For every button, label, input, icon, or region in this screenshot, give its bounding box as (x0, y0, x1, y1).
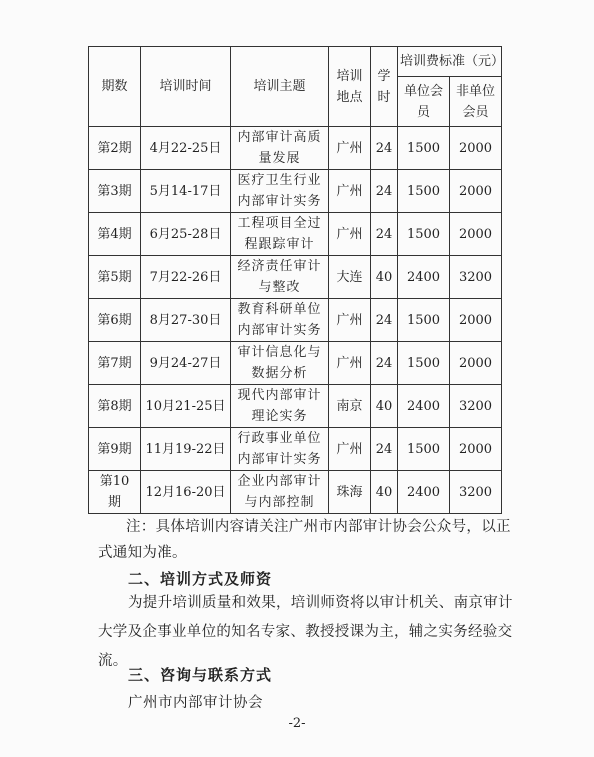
cell-period: 第8期 (89, 385, 141, 428)
table-note: 注：具体培训内容请关注广州市内部审计协会公众号，以正式通知为准。 (98, 519, 511, 561)
cell-fee-nonmember: 3200 (450, 256, 502, 299)
table-row (89, 342, 502, 385)
section-3-heading: 三、咨询与联系方式 (128, 666, 273, 684)
cell-fee-member: 1500 (398, 213, 450, 256)
cell-fee-member: 1500 (398, 299, 450, 342)
cell-period: 第2期 (89, 127, 141, 170)
cell-hours: 40 (371, 385, 398, 428)
cell-location: 广州 (329, 127, 371, 170)
cell-hours: 40 (371, 256, 398, 299)
header-topic: 培训主题 (231, 47, 329, 127)
cell-topic: 经济责任审计 与整改 (231, 256, 329, 299)
cell-location: 南京 (329, 385, 371, 428)
cell-period: 第5期 (89, 256, 141, 299)
cell-fee-nonmember: 2000 (450, 213, 502, 256)
cell-location: 大连 (329, 256, 371, 299)
cell-hours: 24 (371, 213, 398, 256)
cell-time: 9月24-27日 (141, 342, 231, 385)
header-time: 培训时间 (141, 47, 231, 127)
cell-fee-member: 1500 (398, 127, 450, 170)
cell-fee-member: 2400 (398, 471, 450, 514)
cell-time: 10月21-25日 (141, 385, 231, 428)
table-row (89, 385, 502, 428)
cell-hours: 24 (371, 342, 398, 385)
section-2-body: 为提升培训质量和效果，培训师资将以审计机关、南京审计大学及企事业单位的知名专家、教授授课为主，辅之实务经验交流。 (98, 595, 513, 669)
header-hours: 学 时 (371, 47, 398, 127)
cell-fee-nonmember: 3200 (450, 471, 502, 514)
cell-time: 5月14-17日 (141, 170, 231, 213)
header-period: 期数 (89, 47, 141, 127)
cell-time: 8月27-30日 (141, 299, 231, 342)
cell-time: 11月19-22日 (141, 428, 231, 471)
cell-location: 广州 (329, 170, 371, 213)
cell-fee-member: 1500 (398, 342, 450, 385)
header-location: 培训 地点 (329, 47, 371, 127)
table-row (89, 170, 502, 213)
table-row (89, 428, 502, 471)
cell-hours: 24 (371, 428, 398, 471)
table-row (89, 256, 502, 299)
cell-topic: 医疗卫生行业 内部审计实务 (231, 170, 329, 213)
cell-fee-member: 1500 (398, 170, 450, 213)
cell-period: 第6期 (89, 299, 141, 342)
cell-topic: 审计信息化与 数据分析 (231, 342, 329, 385)
header-fee-nonmember: 非单位 会员 (450, 77, 502, 127)
cell-topic: 企业内部审计 与内部控制 (231, 471, 329, 514)
cell-hours: 24 (371, 127, 398, 170)
cell-fee-nonmember: 2000 (450, 299, 502, 342)
training-schedule-table (88, 46, 505, 514)
cell-time: 4月22-25日 (141, 127, 231, 170)
contact-organization: 广州市内部审计协会 (128, 695, 263, 711)
cell-time: 6月25-28日 (141, 213, 231, 256)
cell-hours: 40 (371, 471, 398, 514)
cell-topic: 教育科研单位 内部审计实务 (231, 299, 329, 342)
cell-location: 广州 (329, 428, 371, 471)
page-number: -2- (288, 716, 306, 731)
cell-topic: 行政事业单位 内部审计实务 (231, 428, 329, 471)
cell-fee-nonmember: 3200 (450, 385, 502, 428)
table-row (89, 213, 502, 256)
cell-period: 第7期 (89, 342, 141, 385)
cell-location: 珠海 (329, 471, 371, 514)
table-row (89, 471, 502, 514)
header-fee-member: 单位会 员 (398, 77, 450, 127)
cell-time: 7月22-26日 (141, 256, 231, 299)
cell-period: 第9期 (89, 428, 141, 471)
cell-fee-nonmember: 2000 (450, 127, 502, 170)
cell-topic: 内部审计高质 量发展 (231, 127, 329, 170)
cell-fee-nonmember: 2000 (450, 342, 502, 385)
cell-location: 广州 (329, 299, 371, 342)
cell-location: 广州 (329, 213, 371, 256)
cell-fee-nonmember: 2000 (450, 428, 502, 471)
header-fee-group: 培训费标准（元） (398, 47, 502, 77)
section-2-heading: 二、培训方式及师资 (128, 570, 273, 588)
cell-fee-member: 1500 (398, 428, 450, 471)
cell-hours: 24 (371, 299, 398, 342)
cell-topic: 工程项目全过 程跟踪审计 (231, 213, 329, 256)
table-row (89, 127, 502, 170)
cell-period: 第3期 (89, 170, 141, 213)
cell-topic: 现代内部审计 理论实务 (231, 385, 329, 428)
cell-location: 广州 (329, 342, 371, 385)
cell-hours: 24 (371, 170, 398, 213)
cell-period: 第4期 (89, 213, 141, 256)
table-row (89, 299, 502, 342)
cell-fee-member: 2400 (398, 385, 450, 428)
cell-fee-nonmember: 2000 (450, 170, 502, 213)
cell-fee-member: 2400 (398, 256, 450, 299)
cell-time: 12月16-20日 (141, 471, 231, 514)
cell-period: 第10 期 (89, 471, 141, 514)
